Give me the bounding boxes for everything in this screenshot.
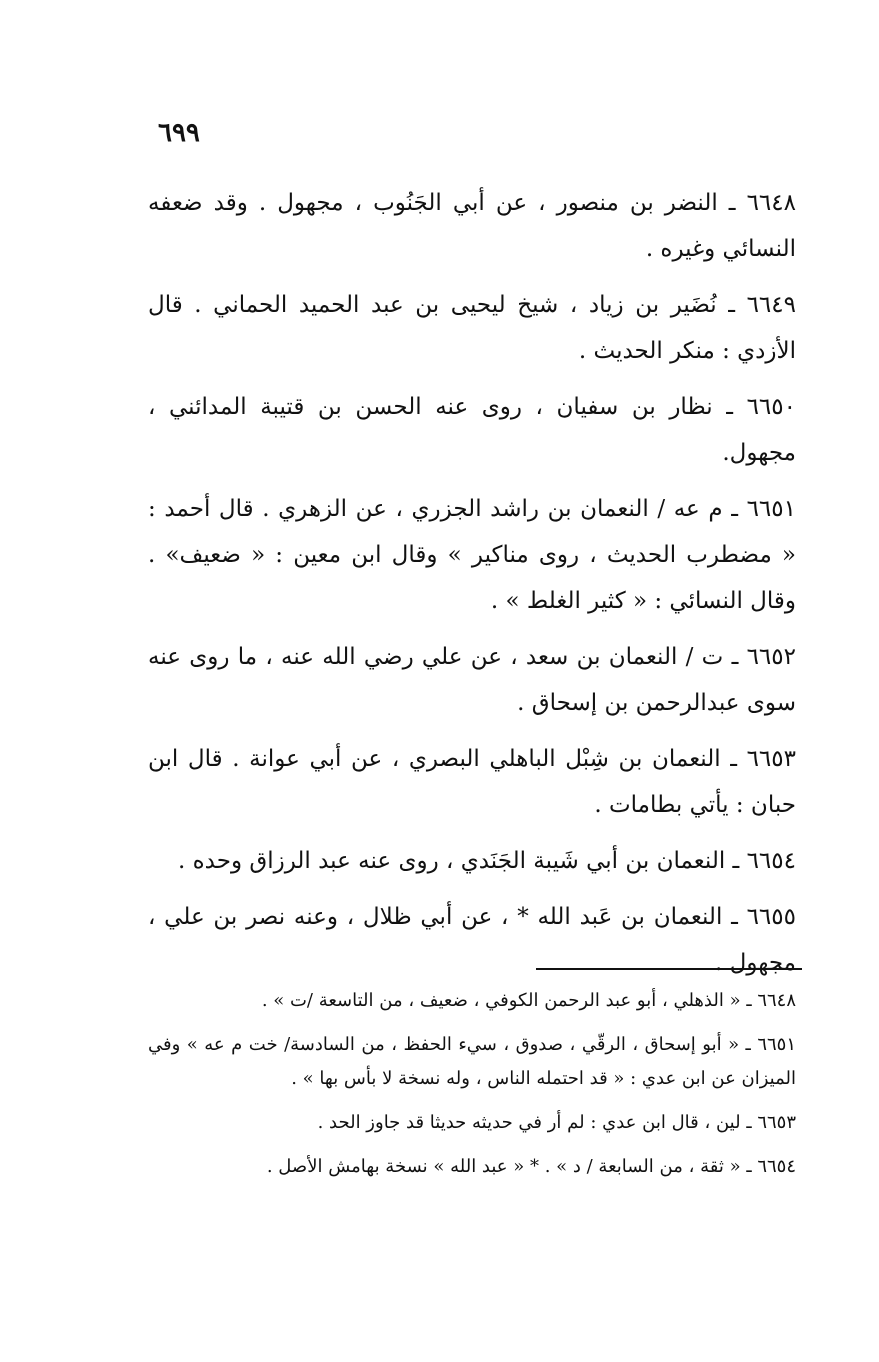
footnote-6653: ٦٦٥٣ ـ لين ، قال ابن عدي : لم أر في حديثه حديثا قد جاوز الحد . — [317, 1112, 796, 1133]
entry-6653: ٦٦٥٣ ـ النعمان بن شِبْل الباهلي البصري ، عن أبي عوانة . قال ابن حبان : يأتي بطامات . — [148, 746, 796, 818]
entry-6648: ٦٦٤٨ ـ النضر بن منصور ، عن أبي الجَنُوب ، مجهول . وقد ضعفه النسائي وغيره . — [148, 190, 796, 262]
entry-6652: ٦٦٥٢ ـ ت / النعمان بن سعد ، عن علي رضي الله عنه ، ما روى عنه سوى عبدالرحمن بن إسحاق . — [148, 644, 796, 716]
page-number: ٦٩٩ — [158, 118, 200, 148]
footnote-6648: ٦٦٤٨ ـ « الذهلي ، أبو عبد الرحمن الكوفي ، ضعيف ، من التاسعة /ت » . — [261, 990, 796, 1011]
footnote-divider — [536, 968, 802, 970]
footnotes — [148, 984, 796, 1194]
entry-6655: ٦٦٥٥ ـ النعمان بن عَبد الله * ، عن أبي ظلال ، وعنه نصر بن علي ، مجهول . — [148, 904, 796, 976]
entry-6651: ٦٦٥١ ـ م عه / النعمان بن راشد الجزري ، عن الزهري . قال أحمد : « مضطرب الحديث ، روى مناكير » وقال ابن معين : « ضعيف» . وقال النسائي : « كثير الغلط » . — [148, 496, 796, 614]
footnote-6654: ٦٦٥٤ ـ « ثقة ، من السابعة / د » . * « عبد الله » نسخة بهامش الأصل . — [266, 1156, 796, 1177]
entry-6649: ٦٦٤٩ ـ نُضَير بن زياد ، شيخ ليحيى بن عبد الحميد الحماني . قال الأزدي : منكر الحديث . — [148, 292, 796, 364]
entry-6654: ٦٦٥٤ ـ النعمان بن أبي شَيبة الجَنَدي ، روى عنه عبد الرزاق وحده . — [177, 848, 796, 874]
footnote-6651: ٦٦٥١ ـ « أبو إسحاق ، الرقّي ، صدوق ، سيء الحفظ ، من السادسة/ خت م عه » وفي الميزان عن ابن عدي : « قد احتمله الناس ، وله نسخة لا بأس بها » . — [148, 1034, 796, 1089]
main-text — [148, 180, 796, 996]
entry-6650: ٦٦٥٠ ـ نظار بن سفيان ، روى عنه الحسن بن قتيبة المدائني ، مجهول. — [148, 394, 796, 466]
